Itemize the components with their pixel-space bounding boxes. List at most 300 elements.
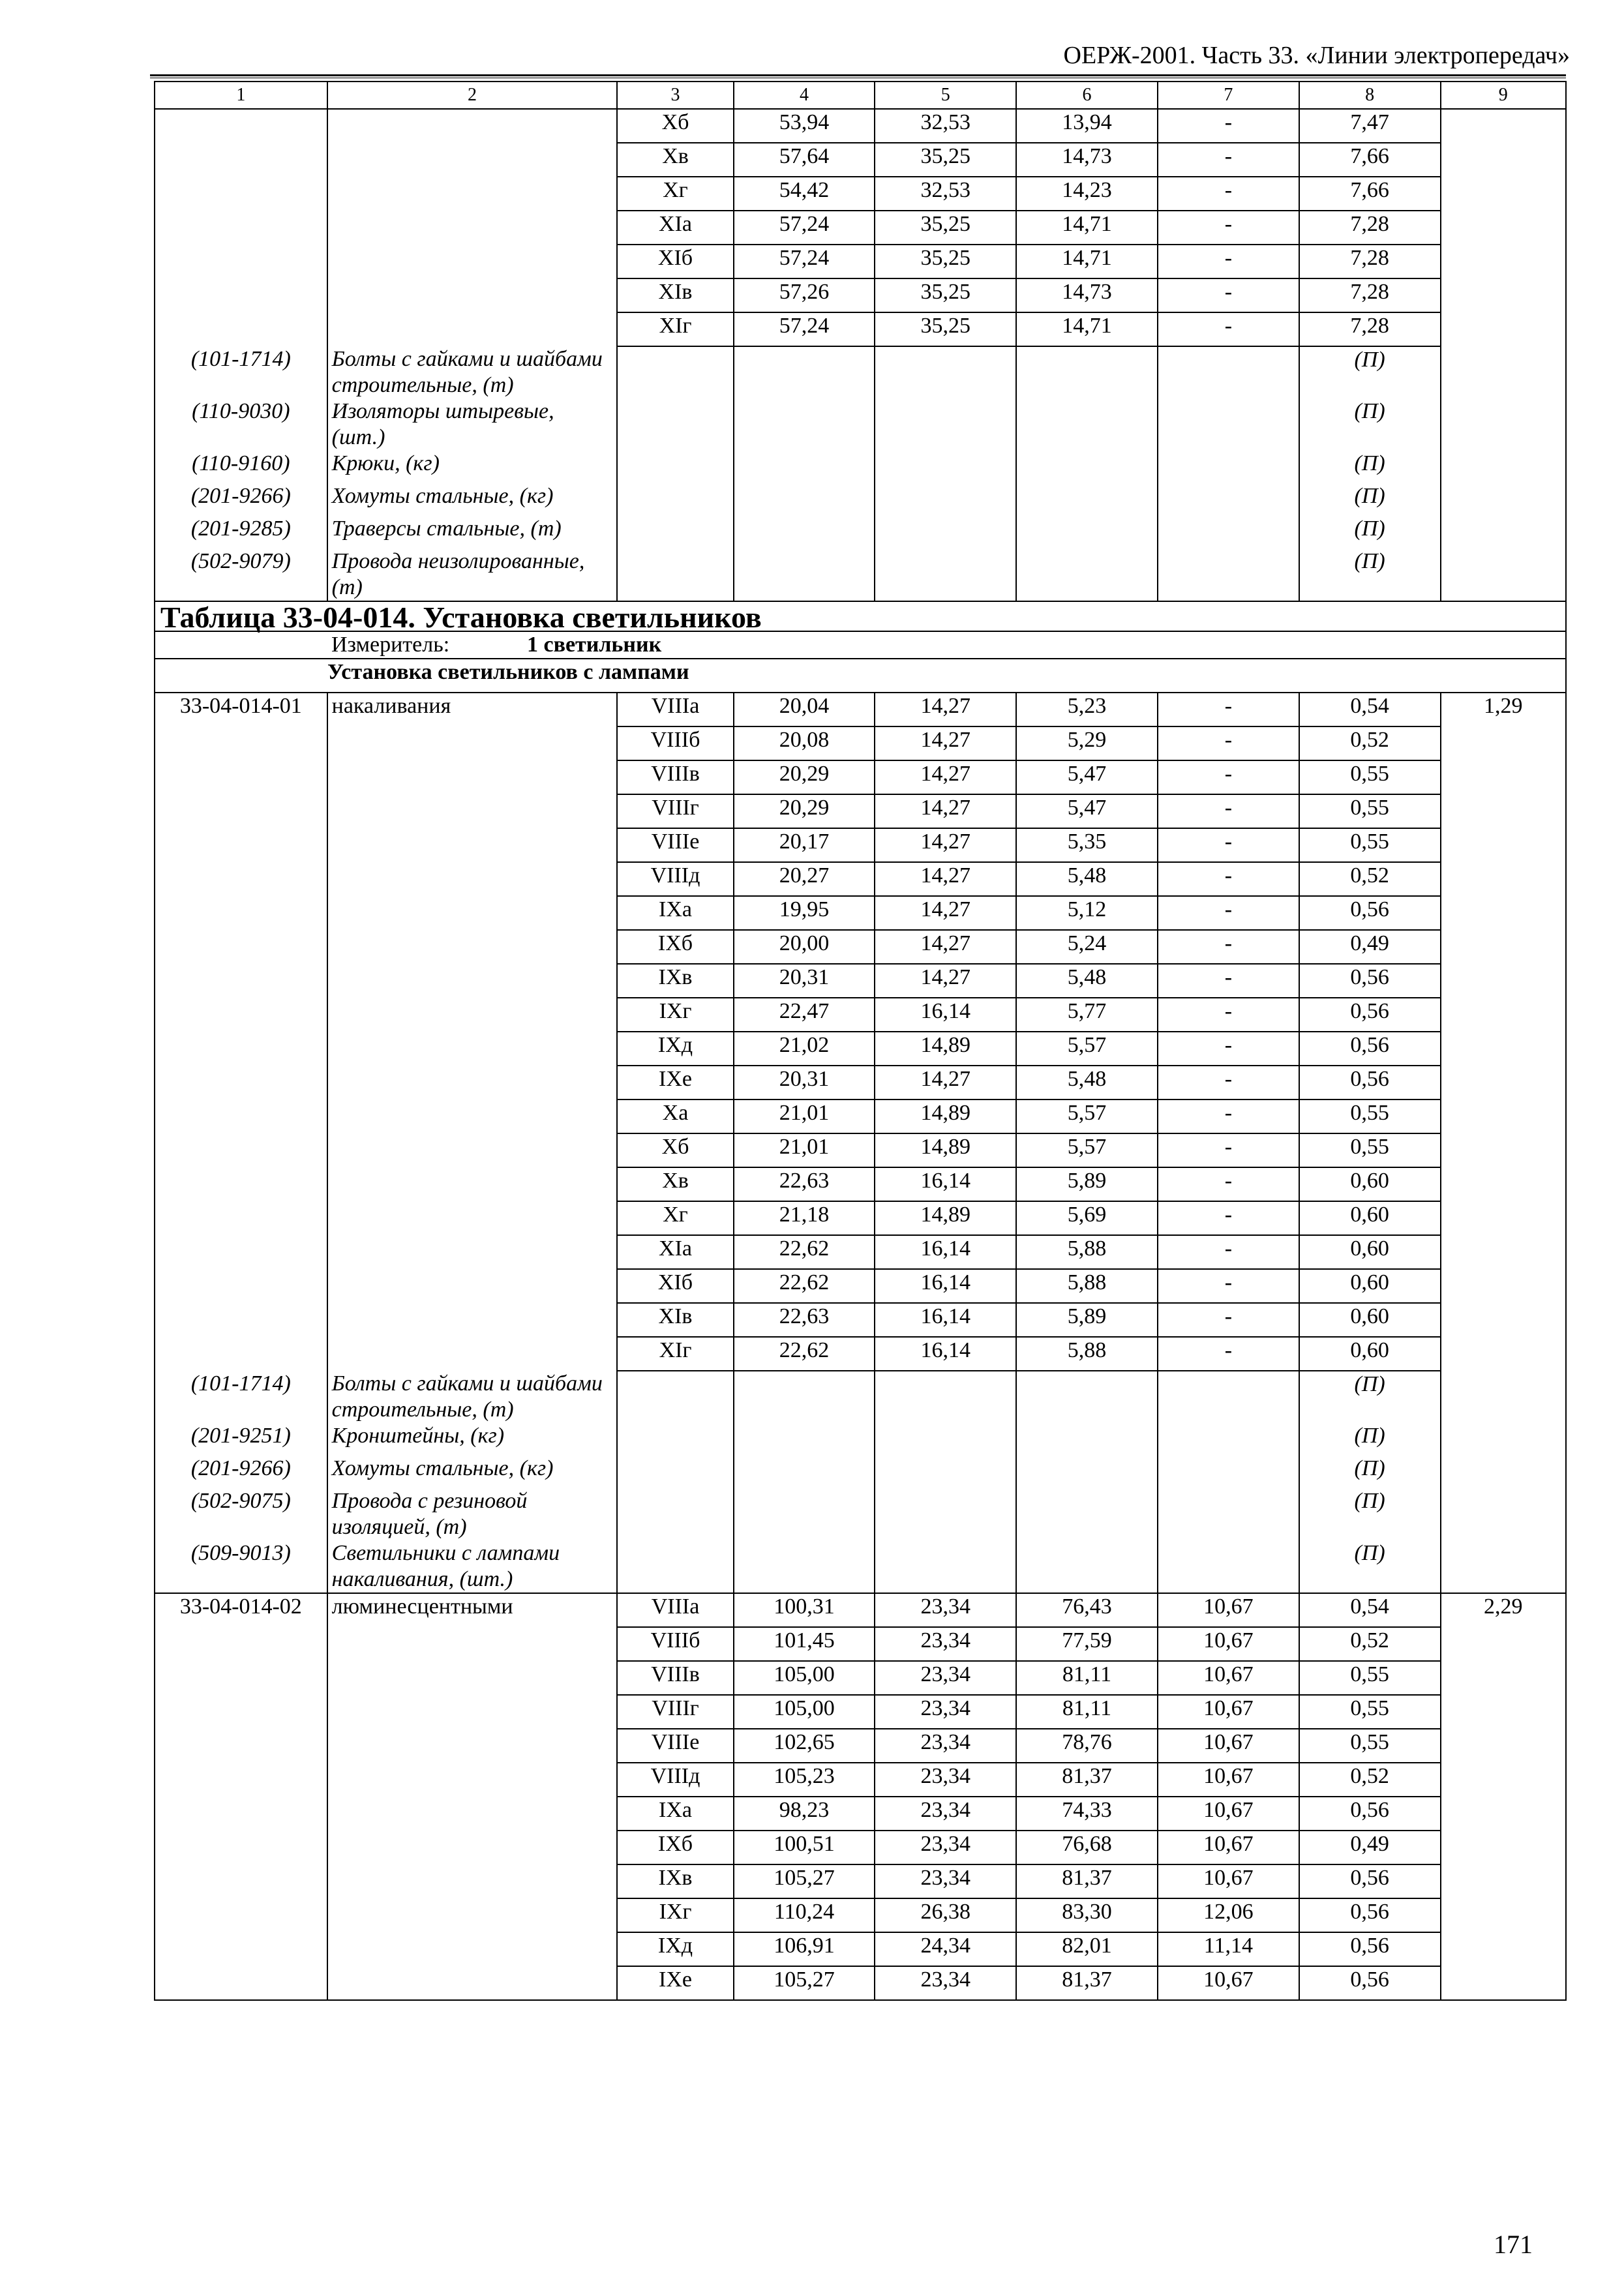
empty-cell: [1158, 398, 1299, 451]
table-title: Таблица 33-04-014. Установка светильников: [155, 601, 1566, 631]
table-row: [155, 143, 1566, 177]
col9-cell: [1441, 398, 1566, 451]
code-cell: [155, 1133, 327, 1167]
value-cell: 16,14: [875, 998, 1016, 1032]
resource-mark: (П): [1299, 1423, 1441, 1456]
value-cell: -: [1158, 1269, 1299, 1303]
table-row: [155, 1269, 1566, 1303]
measure-cell: [155, 631, 1566, 659]
code-cell: [155, 245, 327, 278]
value-cell: 14,71: [1016, 211, 1158, 245]
empty-cell: [617, 1371, 733, 1423]
value-cell: 23,34: [875, 1593, 1016, 1627]
table-row: [155, 1966, 1566, 2000]
value-cell: 105,00: [734, 1661, 875, 1695]
value-cell: 105,00: [734, 1695, 875, 1729]
value-cell: 0,55: [1299, 794, 1441, 828]
table-row: [155, 312, 1566, 346]
table-row: [155, 998, 1566, 1032]
value-cell: 7,28: [1299, 211, 1441, 245]
value-cell: 20,27: [734, 862, 875, 896]
col9-cell: [1441, 964, 1566, 998]
value-cell: 20,29: [734, 794, 875, 828]
value-cell: 0,55: [1299, 1100, 1441, 1133]
table-row: [155, 1201, 1566, 1235]
value-cell: 23,34: [875, 1763, 1016, 1797]
column-number: 5: [875, 82, 1016, 109]
name-cell: [327, 760, 618, 794]
value-cell: ХIб: [617, 245, 733, 278]
measure-row: [155, 631, 1566, 659]
item-col9: 1,29: [1441, 693, 1566, 726]
value-cell: 57,24: [734, 312, 875, 346]
name-cell: [327, 1032, 618, 1066]
value-cell: 0,56: [1299, 896, 1441, 930]
resource-name: Хомуты стальные, (кг): [327, 1456, 618, 1488]
name-cell: [327, 177, 618, 211]
value-cell: 7,66: [1299, 177, 1441, 211]
value-cell: 7,47: [1299, 109, 1441, 143]
code-cell: [155, 1032, 327, 1066]
col9-cell: [1441, 1456, 1566, 1488]
name-cell: [327, 278, 618, 312]
value-cell: 0,56: [1299, 1864, 1441, 1898]
value-cell: 78,76: [1016, 1729, 1158, 1763]
value-cell: VIIIв: [617, 1661, 733, 1695]
value-cell: 20,29: [734, 760, 875, 794]
empty-cell: [1016, 516, 1158, 548]
col9-cell: [1441, 177, 1566, 211]
name-cell: [327, 1269, 618, 1303]
resource-row: [155, 346, 1566, 398]
value-cell: 5,88: [1016, 1235, 1158, 1269]
value-cell: 14,89: [875, 1032, 1016, 1066]
resource-code: (201-9266): [155, 483, 327, 516]
value-cell: 22,63: [734, 1167, 875, 1201]
value-cell: 35,25: [875, 211, 1016, 245]
column-number: 6: [1016, 82, 1158, 109]
value-cell: 14,27: [875, 896, 1016, 930]
code-cell: [155, 760, 327, 794]
value-cell: VIIIб: [617, 1627, 733, 1661]
value-cell: IХг: [617, 1898, 733, 1932]
value-cell: 23,34: [875, 1797, 1016, 1831]
col9-cell: [1441, 143, 1566, 177]
value-cell: 20,04: [734, 693, 875, 726]
value-cell: ХIг: [617, 312, 733, 346]
name-cell: [327, 211, 618, 245]
resource-name: Крюки, (кг): [327, 451, 618, 483]
col9-cell: [1441, 548, 1566, 601]
value-cell: -: [1158, 1337, 1299, 1371]
name-cell: [327, 1337, 618, 1371]
value-cell: 14,27: [875, 828, 1016, 862]
value-cell: 0,60: [1299, 1337, 1441, 1371]
resource-name: Провода с резиновой изоляцией, (т): [327, 1488, 618, 1540]
value-cell: 7,28: [1299, 245, 1441, 278]
empty-cell: [734, 1456, 875, 1488]
value-cell: 57,26: [734, 278, 875, 312]
empty-cell: [875, 346, 1016, 398]
code-cell: [155, 964, 327, 998]
value-cell: -: [1158, 964, 1299, 998]
col9-cell: [1441, 245, 1566, 278]
resource-code: (201-9285): [155, 516, 327, 548]
value-cell: 110,24: [734, 1898, 875, 1932]
value-cell: 5,29: [1016, 726, 1158, 760]
table-row: [155, 1695, 1566, 1729]
name-cell: [327, 1729, 618, 1763]
col9-cell: [1441, 1729, 1566, 1763]
name-cell: [327, 312, 618, 346]
value-cell: 10,67: [1158, 1797, 1299, 1831]
value-cell: 5,48: [1016, 1066, 1158, 1100]
code-cell: [155, 1661, 327, 1695]
resource-row: [155, 1540, 1566, 1593]
col9-cell: [1441, 1235, 1566, 1269]
col9-cell: [1441, 1898, 1566, 1932]
value-cell: 5,12: [1016, 896, 1158, 930]
page-number: 171: [1494, 2230, 1533, 2259]
resource-row: [155, 1371, 1566, 1423]
name-cell: [327, 1695, 618, 1729]
value-cell: 22,62: [734, 1235, 875, 1269]
value-cell: 7,66: [1299, 143, 1441, 177]
value-cell: 0,54: [1299, 1593, 1441, 1627]
empty-cell: [1016, 398, 1158, 451]
value-cell: -: [1158, 930, 1299, 964]
empty-cell: [1016, 548, 1158, 601]
empty-cell: [875, 398, 1016, 451]
code-cell: [155, 211, 327, 245]
value-cell: 5,57: [1016, 1133, 1158, 1167]
value-cell: Хв: [617, 143, 733, 177]
value-cell: -: [1158, 828, 1299, 862]
value-cell: 81,37: [1016, 1966, 1158, 2000]
empty-cell: [875, 483, 1016, 516]
value-cell: IХг: [617, 998, 733, 1032]
value-cell: 20,31: [734, 1066, 875, 1100]
value-cell: 0,52: [1299, 1627, 1441, 1661]
empty-cell: [734, 1371, 875, 1423]
name-cell: [327, 1763, 618, 1797]
col9-cell: [1441, 1488, 1566, 1540]
empty-cell: [617, 398, 733, 451]
value-cell: 10,67: [1158, 1593, 1299, 1627]
value-cell: 21,18: [734, 1201, 875, 1235]
column-number: 7: [1158, 82, 1299, 109]
empty-cell: [734, 346, 875, 398]
resource-name: Кронштейны, (кг): [327, 1423, 618, 1456]
value-cell: 16,14: [875, 1337, 1016, 1371]
measure-value: 1 светильник: [527, 633, 662, 657]
empty-cell: [617, 1456, 733, 1488]
group-title: Установка светильников с лампами: [155, 659, 1566, 693]
value-cell: 22,62: [734, 1337, 875, 1371]
resource-name: Траверсы стальные, (т): [327, 516, 618, 548]
value-cell: ХIа: [617, 211, 733, 245]
item-name: люминесцентными: [327, 1593, 618, 1627]
value-cell: 22,62: [734, 1269, 875, 1303]
value-cell: VIIIе: [617, 1729, 733, 1763]
name-cell: [327, 1235, 618, 1269]
name-cell: [327, 1100, 618, 1133]
empty-cell: [734, 398, 875, 451]
table-row: [155, 1932, 1566, 1966]
value-cell: VIIIд: [617, 862, 733, 896]
table-row: [155, 1133, 1566, 1167]
value-cell: 0,55: [1299, 760, 1441, 794]
value-cell: 0,56: [1299, 1898, 1441, 1932]
value-cell: 7,28: [1299, 312, 1441, 346]
value-cell: 10,67: [1158, 1864, 1299, 1898]
code-cell: [155, 1269, 327, 1303]
value-cell: ХIа: [617, 1235, 733, 1269]
col9-cell: [1441, 1371, 1566, 1423]
value-cell: ХIв: [617, 1303, 733, 1337]
table-row: [155, 1167, 1566, 1201]
name-cell: [327, 964, 618, 998]
value-cell: 16,14: [875, 1235, 1016, 1269]
measure-label: Измеритель:: [331, 633, 450, 657]
value-cell: 14,73: [1016, 278, 1158, 312]
empty-cell: [1016, 1456, 1158, 1488]
value-cell: IХе: [617, 1966, 733, 2000]
table-row: [155, 109, 1566, 143]
value-cell: IХв: [617, 964, 733, 998]
value-cell: Хг: [617, 1201, 733, 1235]
resource-row: [155, 398, 1566, 451]
value-cell: 81,37: [1016, 1763, 1158, 1797]
col9-cell: [1441, 896, 1566, 930]
empty-cell: [1158, 1456, 1299, 1488]
value-cell: IХа: [617, 1797, 733, 1831]
value-cell: 23,34: [875, 1729, 1016, 1763]
value-cell: 14,73: [1016, 143, 1158, 177]
code-cell: [155, 1864, 327, 1898]
table-row: [155, 1797, 1566, 1831]
table-row: [155, 1898, 1566, 1932]
column-number: 1: [155, 82, 327, 109]
col9-cell: [1441, 1695, 1566, 1729]
table-title-row: [155, 601, 1566, 631]
value-cell: 10,67: [1158, 1763, 1299, 1797]
empty-cell: [734, 1540, 875, 1593]
col9-cell: [1441, 278, 1566, 312]
table-row: [155, 1303, 1566, 1337]
item-col9: 2,29: [1441, 1593, 1566, 1627]
value-cell: 21,01: [734, 1100, 875, 1133]
value-cell: 77,59: [1016, 1627, 1158, 1661]
value-cell: 23,34: [875, 1661, 1016, 1695]
value-cell: 14,71: [1016, 245, 1158, 278]
code-cell: [155, 1763, 327, 1797]
value-cell: 5,89: [1016, 1167, 1158, 1201]
column-number: 4: [734, 82, 875, 109]
value-cell: VIIIг: [617, 1695, 733, 1729]
value-cell: 16,14: [875, 1303, 1016, 1337]
resource-row: [155, 548, 1566, 601]
empty-cell: [734, 451, 875, 483]
name-cell: [327, 1303, 618, 1337]
resource-mark: (П): [1299, 451, 1441, 483]
value-cell: 0,55: [1299, 1661, 1441, 1695]
value-cell: -: [1158, 312, 1299, 346]
empty-cell: [875, 1488, 1016, 1540]
resource-code: (502-9079): [155, 548, 327, 601]
value-cell: Хв: [617, 1167, 733, 1201]
value-cell: 19,95: [734, 896, 875, 930]
name-cell: [327, 1661, 618, 1695]
value-cell: 105,27: [734, 1864, 875, 1898]
name-cell: [327, 1966, 618, 2000]
value-cell: 100,51: [734, 1831, 875, 1864]
value-cell: 0,60: [1299, 1303, 1441, 1337]
code-cell: [155, 1797, 327, 1831]
value-cell: 0,60: [1299, 1269, 1441, 1303]
value-cell: 5,35: [1016, 828, 1158, 862]
value-cell: 11,14: [1158, 1932, 1299, 1966]
table-row: [155, 1593, 1566, 1627]
empty-cell: [617, 516, 733, 548]
name-cell: [327, 1831, 618, 1864]
name-cell: [327, 896, 618, 930]
value-cell: 35,25: [875, 245, 1016, 278]
value-cell: 10,67: [1158, 1661, 1299, 1695]
value-cell: 0,49: [1299, 1831, 1441, 1864]
empty-cell: [1016, 451, 1158, 483]
col9-cell: [1441, 483, 1566, 516]
empty-cell: [1016, 1371, 1158, 1423]
resource-row: [155, 516, 1566, 548]
value-cell: 14,89: [875, 1201, 1016, 1235]
table-row: [155, 1235, 1566, 1269]
value-cell: -: [1158, 726, 1299, 760]
col9-cell: [1441, 1864, 1566, 1898]
value-cell: 81,11: [1016, 1661, 1158, 1695]
empty-cell: [617, 1488, 733, 1540]
empty-cell: [875, 1371, 1016, 1423]
value-cell: 14,27: [875, 693, 1016, 726]
empty-cell: [617, 1423, 733, 1456]
resource-mark: (П): [1299, 1371, 1441, 1423]
value-cell: 35,25: [875, 143, 1016, 177]
value-cell: 10,67: [1158, 1729, 1299, 1763]
resource-code: (201-9251): [155, 1423, 327, 1456]
col9-cell: [1441, 109, 1566, 143]
value-cell: 14,27: [875, 794, 1016, 828]
col9-cell: [1441, 1831, 1566, 1864]
value-cell: VIIIа: [617, 1593, 733, 1627]
col9-cell: [1441, 1269, 1566, 1303]
value-cell: 23,34: [875, 1864, 1016, 1898]
value-cell: -: [1158, 278, 1299, 312]
empty-cell: [734, 483, 875, 516]
value-cell: 5,88: [1016, 1337, 1158, 1371]
resource-mark: (П): [1299, 1540, 1441, 1593]
col9-cell: [1441, 930, 1566, 964]
value-cell: ХIг: [617, 1337, 733, 1371]
value-cell: 23,34: [875, 1627, 1016, 1661]
code-cell: [155, 998, 327, 1032]
value-cell: -: [1158, 109, 1299, 143]
value-cell: 5,48: [1016, 964, 1158, 998]
value-cell: 26,38: [875, 1898, 1016, 1932]
code-cell: [155, 930, 327, 964]
name-cell: [327, 1898, 618, 1932]
column-number: 3: [617, 82, 733, 109]
name-cell: [327, 1133, 618, 1167]
empty-cell: [1158, 1371, 1299, 1423]
empty-cell: [1016, 1423, 1158, 1456]
value-cell: 100,31: [734, 1593, 875, 1627]
empty-cell: [617, 346, 733, 398]
value-cell: 57,64: [734, 143, 875, 177]
empty-cell: [875, 1540, 1016, 1593]
name-cell: [327, 998, 618, 1032]
code-cell: [155, 1303, 327, 1337]
value-cell: 14,27: [875, 964, 1016, 998]
col9-cell: [1441, 1201, 1566, 1235]
code-cell: [155, 177, 327, 211]
value-cell: IХб: [617, 1831, 733, 1864]
table-row: [155, 177, 1566, 211]
empty-cell: [617, 548, 733, 601]
value-cell: 57,24: [734, 211, 875, 245]
code-cell: [155, 1235, 327, 1269]
resource-code: (509-9013): [155, 1540, 327, 1593]
value-cell: 0,56: [1299, 1032, 1441, 1066]
value-cell: 16,14: [875, 1167, 1016, 1201]
col9-cell: [1441, 1797, 1566, 1831]
value-cell: 12,06: [1158, 1898, 1299, 1932]
name-cell: [327, 1201, 618, 1235]
value-cell: -: [1158, 760, 1299, 794]
value-cell: IХв: [617, 1864, 733, 1898]
empty-cell: [875, 548, 1016, 601]
empty-cell: [734, 516, 875, 548]
table-row: [155, 794, 1566, 828]
name-cell: [327, 245, 618, 278]
col9-cell: [1441, 312, 1566, 346]
name-cell: [327, 1627, 618, 1661]
value-cell: -: [1158, 1303, 1299, 1337]
col9-cell: [1441, 794, 1566, 828]
table-row: [155, 1729, 1566, 1763]
header-rule: [150, 74, 1566, 78]
value-cell: 83,30: [1016, 1898, 1158, 1932]
column-number-row: [155, 82, 1566, 109]
value-cell: ХIб: [617, 1269, 733, 1303]
value-cell: ХIв: [617, 278, 733, 312]
table-row: [155, 760, 1566, 794]
value-cell: 54,42: [734, 177, 875, 211]
value-cell: 16,14: [875, 1269, 1016, 1303]
value-cell: 10,67: [1158, 1627, 1299, 1661]
name-cell: [327, 1932, 618, 1966]
value-cell: 0,56: [1299, 998, 1441, 1032]
value-cell: 14,27: [875, 760, 1016, 794]
col9-cell: [1441, 211, 1566, 245]
col9-cell: [1441, 346, 1566, 398]
value-cell: -: [1158, 1100, 1299, 1133]
code-cell: [155, 1932, 327, 1966]
value-cell: 35,25: [875, 312, 1016, 346]
resource-row: [155, 1456, 1566, 1488]
value-cell: 0,60: [1299, 1201, 1441, 1235]
value-cell: 20,08: [734, 726, 875, 760]
resource-mark: (П): [1299, 1456, 1441, 1488]
